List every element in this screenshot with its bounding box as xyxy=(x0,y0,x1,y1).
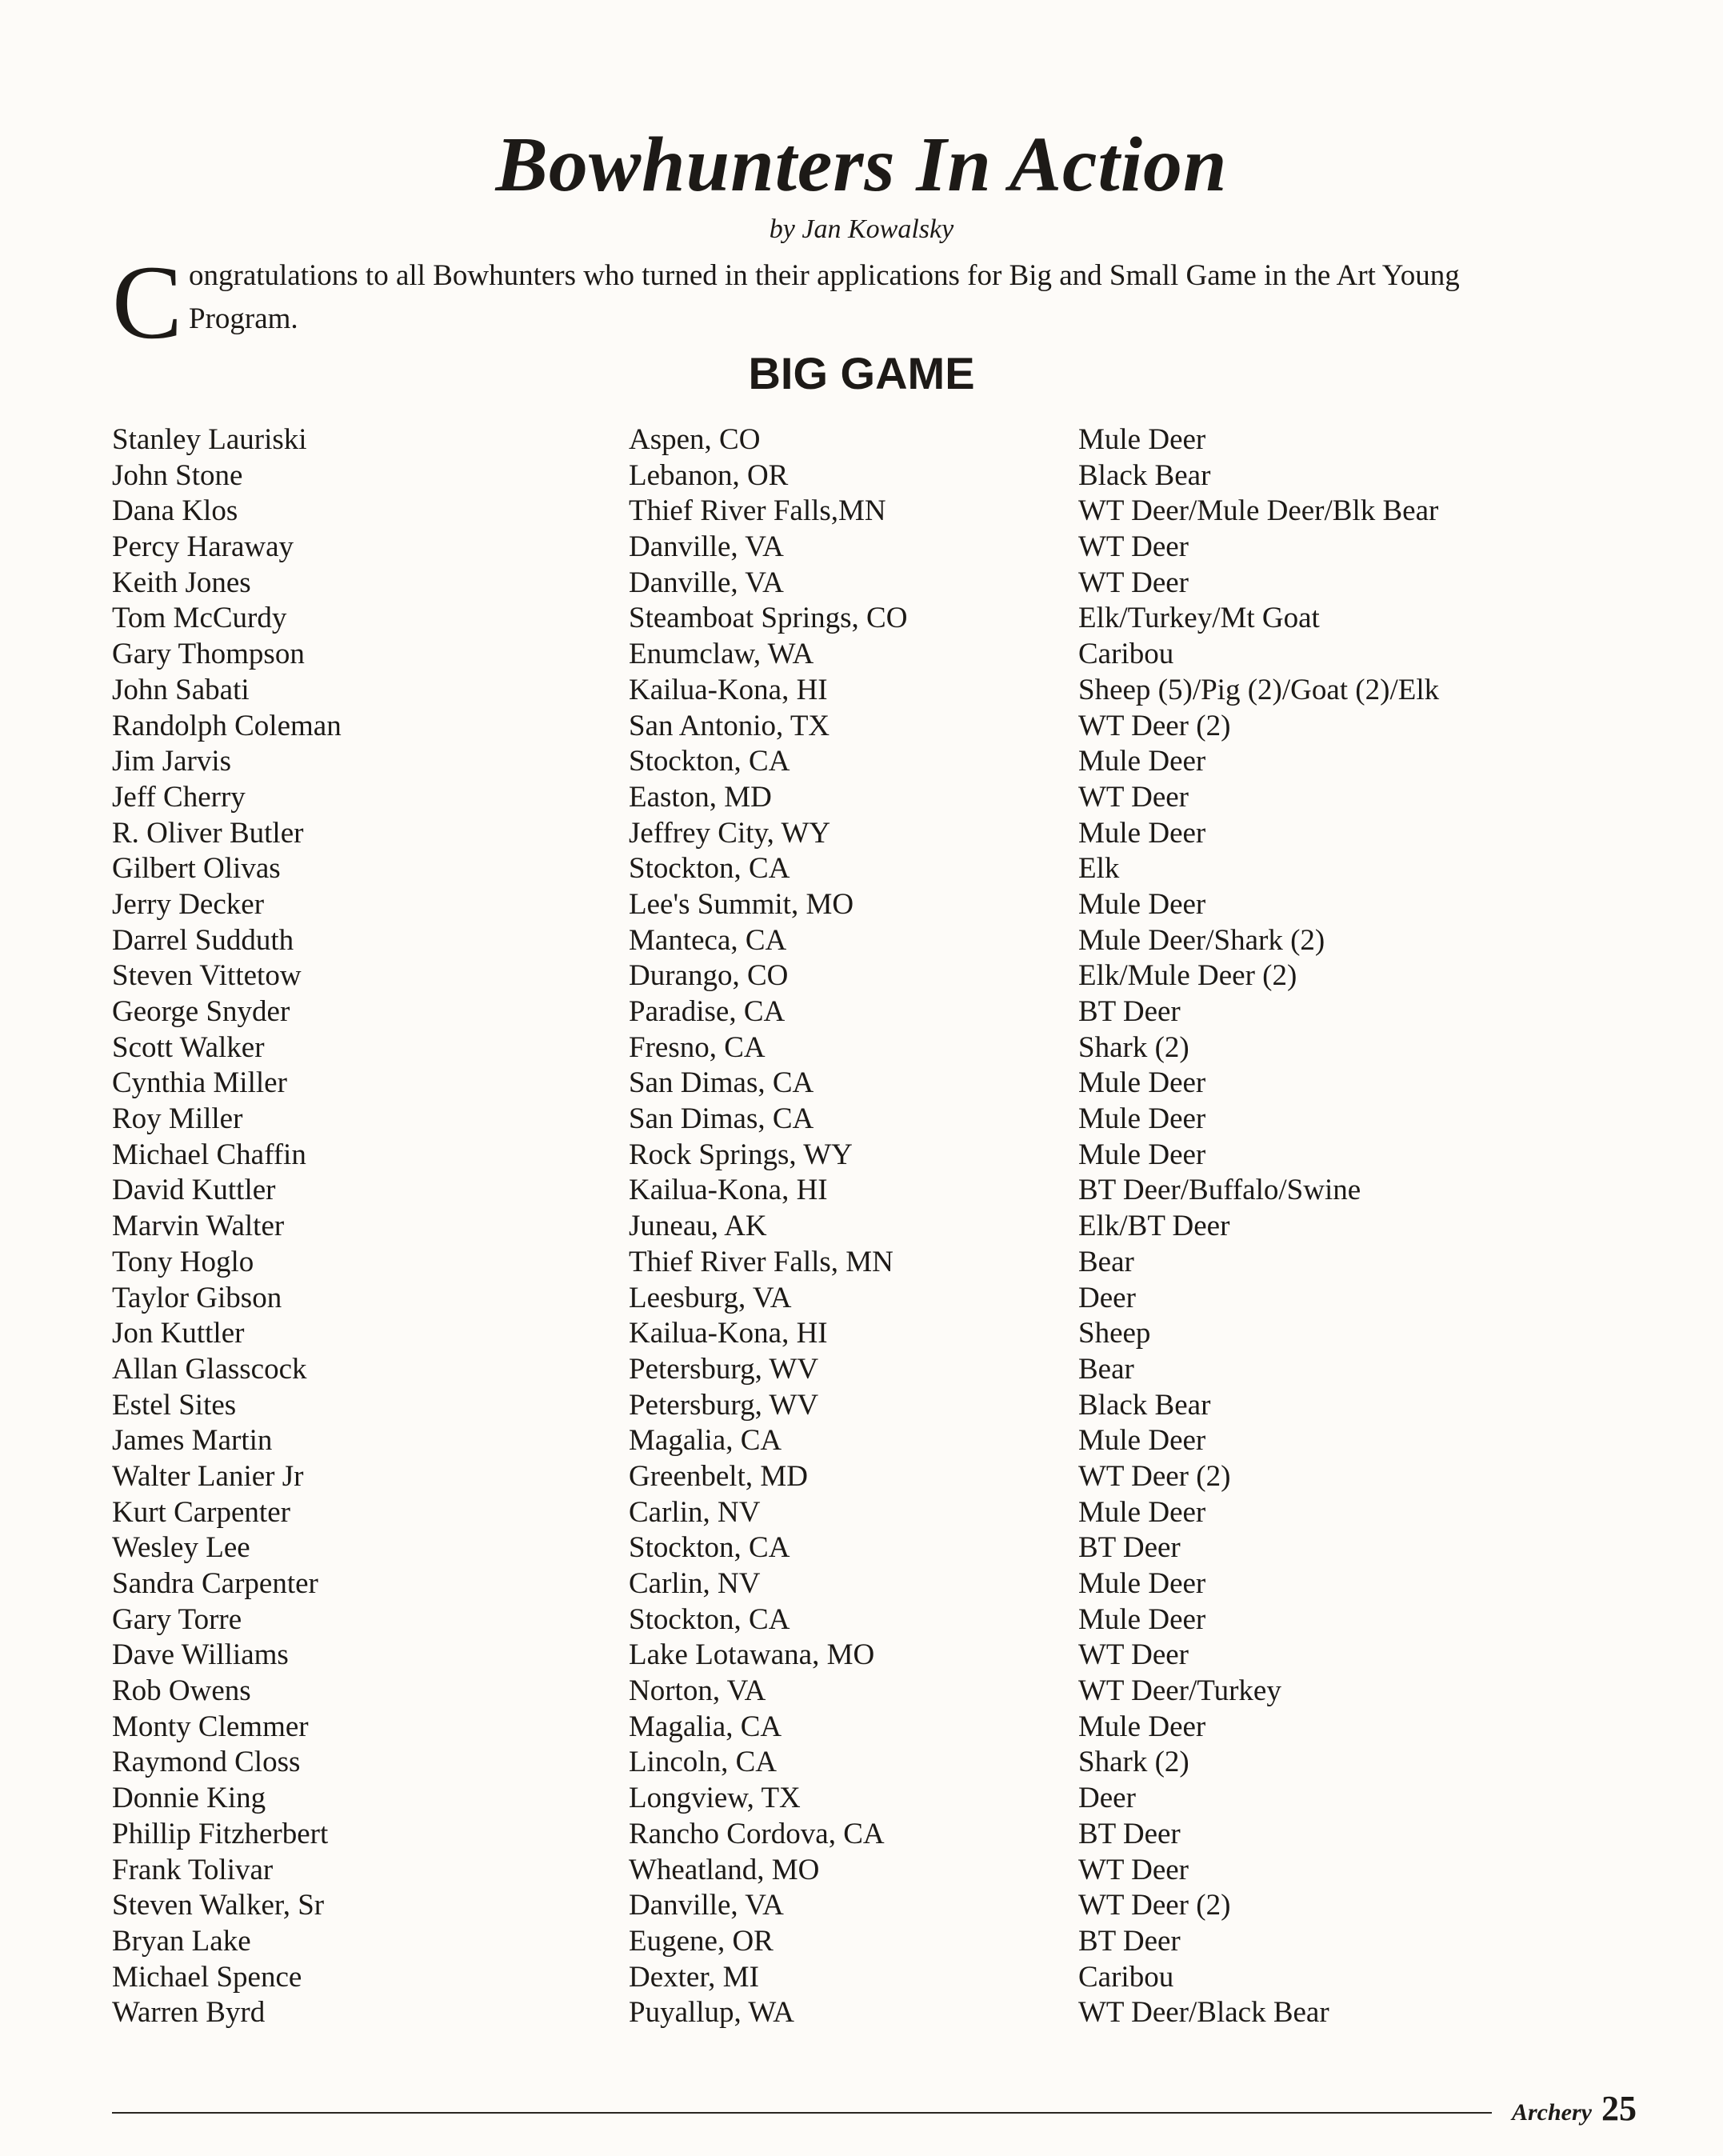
table-row xyxy=(112,1638,1632,1674)
game-taken: Deer xyxy=(1078,1782,1136,1815)
hunter-name: Gary Thompson xyxy=(112,638,305,671)
hunter-name: Estel Sites xyxy=(112,1388,237,1422)
hunter-location: Kailua-Kona, HI xyxy=(629,1174,828,1207)
hunter-name: Cynthia Miller xyxy=(112,1066,287,1100)
hunter-location: Paradise, CA xyxy=(629,995,786,1028)
table-row xyxy=(112,494,1632,530)
section-heading: BIG GAME xyxy=(748,348,975,398)
table-row xyxy=(112,1924,1632,1960)
hunter-name: Marvin Walter xyxy=(112,1210,285,1243)
hunter-name: Sandra Carpenter xyxy=(112,1567,318,1600)
hunter-location: Rock Springs, WY xyxy=(629,1138,853,1171)
game-taken: Shark (2) xyxy=(1078,1030,1189,1064)
game-taken: WT Deer/Mule Deer/Blk Bear xyxy=(1078,494,1439,528)
game-taken: Mule Deer xyxy=(1078,1602,1206,1636)
hunter-name: Randolph Coleman xyxy=(112,709,342,742)
hunter-name: Jeff Cherry xyxy=(112,780,246,814)
table-row xyxy=(112,1960,1632,1996)
byline: by Jan Kowalsky xyxy=(769,214,954,244)
hunter-name: Taylor Gibson xyxy=(112,1281,282,1314)
hunter-location: Norton, VA xyxy=(629,1674,766,1708)
game-taken: BT Deer/Buffalo/Swine xyxy=(1078,1174,1361,1207)
hunter-location: Thief River Falls, MN xyxy=(629,1245,893,1278)
game-taken: Mule Deer xyxy=(1078,423,1206,456)
game-taken: Bear xyxy=(1078,1245,1134,1278)
table-row xyxy=(112,1566,1632,1602)
game-taken: Mule Deer xyxy=(1078,745,1206,778)
hunter-location: San Dimas, CA xyxy=(629,1102,814,1136)
hunter-name: Allan Glasscock xyxy=(112,1352,307,1386)
table-row xyxy=(112,1888,1632,1924)
hunter-name: Dave Williams xyxy=(112,1638,289,1672)
hunter-location: Fresno, CA xyxy=(629,1030,766,1064)
table-row xyxy=(112,1781,1632,1817)
intro-text: ongratulations to all Bowhunters who turned in their applications for Big and Small Game in the Art Young Program. xyxy=(189,259,1460,335)
hunter-name: Jon Kuttler xyxy=(112,1317,245,1350)
game-taken: Mule Deer xyxy=(1078,1424,1206,1458)
table-row xyxy=(112,530,1632,566)
table-row xyxy=(112,1674,1632,1710)
hunter-name: Frank Tolivar xyxy=(112,1853,274,1886)
hunter-location: Durango, CO xyxy=(629,959,789,993)
hunter-name: Tom McCurdy xyxy=(112,602,287,635)
hunter-name: Steven Vittetow xyxy=(112,959,302,993)
table-row xyxy=(112,1352,1632,1388)
hunter-name: Scott Walker xyxy=(112,1030,265,1064)
game-taken: Mule Deer xyxy=(1078,1138,1206,1171)
hunter-name: Darrel Sudduth xyxy=(112,923,294,957)
table-row xyxy=(112,1459,1632,1495)
drop-cap: C xyxy=(112,243,183,361)
hunter-location: Jeffrey City, WY xyxy=(629,816,831,850)
table-row xyxy=(112,601,1632,637)
hunter-name: Kurt Carpenter xyxy=(112,1495,290,1529)
table-row xyxy=(112,422,1632,458)
table-row xyxy=(112,637,1632,673)
game-taken: Elk/Mule Deer (2) xyxy=(1078,959,1297,993)
hunter-name: Michael Spence xyxy=(112,1960,302,1994)
hunter-name: James Martin xyxy=(112,1424,273,1458)
game-taken: BT Deer xyxy=(1078,1531,1181,1565)
game-taken: BT Deer xyxy=(1078,1924,1181,1958)
hunter-name: Raymond Closs xyxy=(112,1746,301,1779)
game-taken: WT Deer xyxy=(1078,1853,1189,1886)
game-taken: Deer xyxy=(1078,1281,1136,1314)
table-row xyxy=(112,1602,1632,1638)
hunter-name: David Kuttler xyxy=(112,1174,276,1207)
hunter-name: Rob Owens xyxy=(112,1674,251,1708)
game-taken: WT Deer xyxy=(1078,530,1189,564)
hunter-location: Thief River Falls,MN xyxy=(629,494,886,528)
hunter-location: Eugene, OR xyxy=(629,1924,774,1958)
game-taken: WT Deer/Black Bear xyxy=(1078,1996,1329,2030)
hunter-name: Jim Jarvis xyxy=(112,745,232,778)
table-row xyxy=(112,1173,1632,1209)
table-row xyxy=(112,1245,1632,1281)
hunter-location: Stockton, CA xyxy=(629,745,790,778)
hunter-location: Longview, TX xyxy=(629,1782,801,1815)
game-taken: Elk xyxy=(1078,852,1120,886)
hunter-name: Tony Hoglo xyxy=(112,1245,254,1278)
hunter-location: Carlin, NV xyxy=(629,1567,761,1600)
hunter-location: Lake Lotawana, MO xyxy=(629,1638,875,1672)
page-footer xyxy=(1512,2088,1637,2129)
hunter-name: Stanley Lauriski xyxy=(112,423,307,456)
hunter-location: Petersburg, WV xyxy=(629,1388,819,1422)
table-row xyxy=(112,958,1632,994)
footer-rule xyxy=(112,2112,1492,2114)
game-taken: WT Deer (2) xyxy=(1078,1889,1231,1922)
hunter-list xyxy=(112,422,1632,2031)
hunter-location: Steamboat Springs, CO xyxy=(629,602,908,635)
hunter-location: Dexter, MI xyxy=(629,1960,759,1994)
game-taken: Black Bear xyxy=(1078,1388,1211,1422)
hunter-location: Stockton, CA xyxy=(629,1531,790,1565)
game-taken: WT Deer (2) xyxy=(1078,709,1231,742)
table-row xyxy=(112,1995,1632,2031)
table-row xyxy=(112,1495,1632,1531)
hunter-name: Jerry Decker xyxy=(112,887,265,921)
hunter-location: Petersburg, WV xyxy=(629,1352,819,1386)
table-row xyxy=(112,780,1632,816)
hunter-name: John Sabati xyxy=(112,673,250,706)
game-taken: BT Deer xyxy=(1078,995,1181,1028)
hunter-location: Kailua-Kona, HI xyxy=(629,673,828,706)
game-taken: Caribou xyxy=(1078,1960,1174,1994)
game-taken: Sheep (5)/Pig (2)/Goat (2)/Elk xyxy=(1078,673,1440,706)
hunter-name: Dana Klos xyxy=(112,494,238,528)
table-row xyxy=(112,1423,1632,1459)
hunter-name: Percy Haraway xyxy=(112,530,294,564)
hunter-location: Lincoln, CA xyxy=(629,1746,777,1779)
game-taken: WT Deer xyxy=(1078,566,1189,599)
hunter-name: John Stone xyxy=(112,458,243,492)
game-taken: Mule Deer xyxy=(1078,1567,1206,1600)
game-taken: Shark (2) xyxy=(1078,1746,1189,1779)
hunter-name: Steven Walker, Sr xyxy=(112,1889,325,1922)
table-row xyxy=(112,1853,1632,1889)
hunter-name: Gary Torre xyxy=(112,1602,242,1636)
hunter-name: Gilbert Olivas xyxy=(112,852,281,886)
hunter-location: Enumclaw, WA xyxy=(629,638,814,671)
hunter-location: Magalia, CA xyxy=(629,1424,782,1458)
intro-paragraph xyxy=(112,243,1576,361)
table-row xyxy=(112,1745,1632,1781)
table-row xyxy=(112,1030,1632,1066)
table-row xyxy=(112,744,1632,780)
game-taken: Mule Deer xyxy=(1078,1102,1206,1136)
table-row xyxy=(112,1388,1632,1424)
game-taken: Mule Deer xyxy=(1078,1495,1206,1529)
hunter-location: Danville, VA xyxy=(629,1889,784,1922)
table-row xyxy=(112,816,1632,852)
hunter-name: Warren Byrd xyxy=(112,1996,266,2030)
game-taken: Mule Deer xyxy=(1078,816,1206,850)
game-taken: Mule Deer/Shark (2) xyxy=(1078,923,1325,957)
hunter-location: Lee's Summit, MO xyxy=(629,887,854,921)
hunter-location: Rancho Cordova, CA xyxy=(629,1817,885,1850)
hunter-location: Juneau, AK xyxy=(629,1210,767,1243)
hunter-location: Carlin, NV xyxy=(629,1495,761,1529)
hunter-location: Aspen, CO xyxy=(629,423,761,456)
table-row xyxy=(112,851,1632,887)
table-row xyxy=(112,1710,1632,1746)
game-taken: Caribou xyxy=(1078,638,1174,671)
hunter-location: San Antonio, TX xyxy=(629,709,830,742)
hunter-name: Phillip Fitzherbert xyxy=(112,1817,329,1850)
table-row xyxy=(112,709,1632,745)
page-number: 25 xyxy=(1601,2089,1637,2128)
hunter-location: Danville, VA xyxy=(629,530,784,564)
hunter-location: Magalia, CA xyxy=(629,1710,782,1743)
hunter-location: Danville, VA xyxy=(629,566,784,599)
game-taken: Mule Deer xyxy=(1078,1066,1206,1100)
hunter-location: Puyallup, WA xyxy=(629,1996,794,2030)
hunter-location: Wheatland, MO xyxy=(629,1853,820,1886)
hunter-location: Leesburg, VA xyxy=(629,1281,792,1314)
game-taken: WT Deer (2) xyxy=(1078,1459,1231,1493)
hunter-location: San Dimas, CA xyxy=(629,1066,814,1100)
game-taken: WT Deer/Turkey xyxy=(1078,1674,1281,1708)
hunter-location: Stockton, CA xyxy=(629,852,790,886)
hunter-name: R. Oliver Butler xyxy=(112,816,304,850)
hunter-name: Roy Miller xyxy=(112,1102,243,1136)
game-taken: Sheep xyxy=(1078,1317,1151,1350)
hunter-location: Manteca, CA xyxy=(629,923,787,957)
magazine-name: Archery xyxy=(1512,2099,1592,2126)
table-row xyxy=(112,1817,1632,1853)
hunter-location: Greenbelt, MD xyxy=(629,1459,808,1493)
hunter-name: Wesley Lee xyxy=(112,1531,250,1565)
table-row xyxy=(112,994,1632,1030)
game-taken: WT Deer xyxy=(1078,780,1189,814)
hunter-location: Lebanon, OR xyxy=(629,458,789,492)
game-taken: WT Deer xyxy=(1078,1638,1189,1672)
table-row xyxy=(112,673,1632,709)
table-row xyxy=(112,1209,1632,1245)
game-taken: Mule Deer xyxy=(1078,887,1206,921)
hunter-name: Michael Chaffin xyxy=(112,1138,306,1171)
hunter-name: George Snyder xyxy=(112,995,290,1028)
table-row xyxy=(112,566,1632,602)
hunter-name: Keith Jones xyxy=(112,566,251,599)
table-row xyxy=(112,1316,1632,1352)
hunter-location: Stockton, CA xyxy=(629,1602,790,1636)
game-taken: Elk/BT Deer xyxy=(1078,1210,1230,1243)
hunter-name: Donnie King xyxy=(112,1782,266,1815)
hunter-name: Monty Clemmer xyxy=(112,1710,309,1743)
hunter-location: Easton, MD xyxy=(629,780,772,814)
game-taken: Bear xyxy=(1078,1352,1134,1386)
game-taken: Mule Deer xyxy=(1078,1710,1206,1743)
table-row xyxy=(112,923,1632,959)
table-row xyxy=(112,1281,1632,1317)
hunter-name: Walter Lanier Jr xyxy=(112,1459,304,1493)
table-row xyxy=(112,1138,1632,1174)
table-row xyxy=(112,887,1632,923)
article-title: Bowhunters In Action xyxy=(495,122,1228,208)
hunter-location: Kailua-Kona, HI xyxy=(629,1317,828,1350)
table-row xyxy=(112,1102,1632,1138)
table-row xyxy=(112,458,1632,494)
game-taken: BT Deer xyxy=(1078,1817,1181,1850)
hunter-name: Bryan Lake xyxy=(112,1924,251,1958)
table-row xyxy=(112,1066,1632,1102)
table-row xyxy=(112,1530,1632,1566)
game-taken: Elk/Turkey/Mt Goat xyxy=(1078,602,1320,635)
game-taken: Black Bear xyxy=(1078,458,1211,492)
